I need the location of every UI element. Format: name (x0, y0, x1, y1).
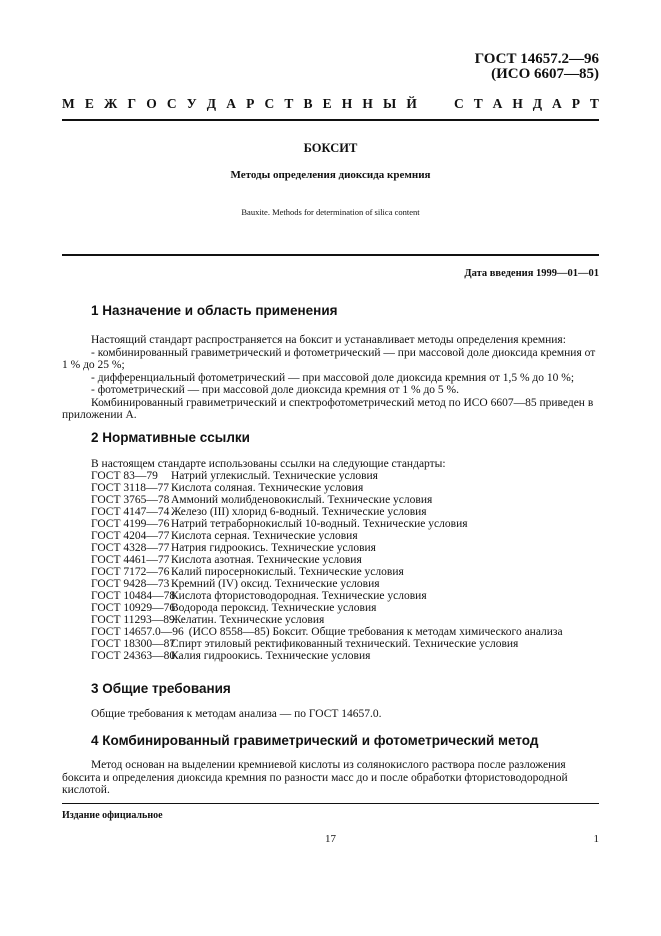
effective-date: Дата введения 1999—01—01 (464, 268, 599, 279)
reference-code: ГОСТ 4328—77 (91, 542, 170, 554)
section-4-text: Метод основан на выделении кремниевой кислоты из солянокислого раствора после разложения боксита и определения диоксида кремния по разности масс до и после обработки фтористоводородной кислотой. (62, 759, 568, 796)
banner-letter: В (303, 96, 313, 111)
reference-row (91, 518, 599, 530)
reference-code: ГОСТ 3118—77 (91, 482, 169, 494)
banner-letter: Т (284, 96, 294, 111)
references-list (91, 458, 599, 662)
section-1-line: Настоящий стандарт распространяется на боксит и устанавливает методы определения кремния: (91, 334, 566, 346)
reference-title: Водорода пероксид. Технические условия (171, 602, 377, 614)
banner-letter: А (492, 96, 503, 111)
reference-code: ГОСТ 83—79 (91, 470, 158, 482)
section-4-heading: 4 Комбинированный гравиметрический и фотометрический метод (91, 733, 539, 748)
page-number-right: 1 (593, 833, 599, 845)
reference-row (91, 482, 599, 494)
banner-letter: А (226, 96, 236, 111)
reference-row (91, 506, 599, 518)
reference-title: Калия гидроокись. Технические условия (171, 650, 371, 662)
reference-row (91, 602, 599, 614)
section-4-body (62, 759, 599, 797)
banner-letter: А (552, 96, 562, 111)
section-1-line: - комбинированный гравиметрический и фотометрический — при массовой доле диоксида кремния от 1 % до 25 %; (62, 346, 596, 371)
references-intro: В настоящем стандарте использованы ссылки на следующие стандарты: (91, 458, 446, 470)
reference-code: ГОСТ 14657.0—96 (91, 626, 184, 638)
section-1-line: Комбинированный гравиметрический и спектрофотометрический метод по ИСО 6607—85 приведен в приложении А. (62, 396, 594, 421)
reference-row (91, 554, 599, 566)
reference-code: ГОСТ 10484—78 (91, 590, 176, 602)
banner-letter: Д (206, 96, 217, 111)
banner-letter: С (264, 96, 275, 111)
section-3-body (62, 708, 599, 721)
reference-row (91, 590, 599, 602)
banner-letter: Т (589, 96, 599, 111)
gost-number: ГОСТ 14657.2—96 (474, 51, 599, 67)
reference-title: Спирт этиловый ректификованный технический. Технические условия (171, 638, 519, 650)
reference-code: ГОСТ 9428—73 (91, 578, 170, 590)
banner-letter: Н (341, 96, 353, 111)
section-3-text: Общие требования к методам анализа — по ГОСТ 14657.0. (91, 708, 382, 720)
banner-letter: С (454, 96, 464, 111)
footer-divider (62, 803, 599, 804)
banner-letter: Н (512, 96, 523, 111)
title-divider (62, 254, 599, 256)
banner-letter: С (166, 96, 177, 111)
reference-title: Кислота азотная. Технические условия (171, 554, 362, 566)
section-2-heading: 2 Нормативные ссылки (91, 430, 250, 445)
reference-title: Аммоний молибденовокислый. Технические условия (171, 494, 433, 506)
reference-row (91, 542, 599, 554)
reference-title: Кислота серная. Технические условия (171, 530, 358, 542)
banner-letter: Ж (104, 96, 118, 111)
reference-code: ГОСТ 4204—77 (91, 530, 170, 542)
reference-row (91, 566, 599, 578)
english-title: Bauxite. Methods for determination of silica content (241, 207, 420, 217)
banner-letter: Т (473, 96, 483, 111)
reference-title: Натрий тетраборнокислый 10-водный. Технические условия (171, 518, 468, 530)
banner-letter: Р (571, 96, 580, 111)
reference-title: (ИСО 8558—85) Боксит. Общие требования к методам химического анализа (188, 626, 563, 638)
reference-row (91, 638, 599, 650)
reference-title: Натрий углекислый. Технические условия (171, 470, 378, 482)
banner-letter: У (186, 96, 197, 111)
banner-letter: Е (84, 96, 94, 111)
section-1-line: - дифференциальный фотометрический — при массовой доле диоксида кремния от 1,5 % до 10 %; (91, 371, 575, 384)
reference-row (91, 578, 599, 590)
banner-letter: Н (362, 96, 373, 111)
section-1-line: - фотометрический — при массовой доле диоксида кремния от 1 % до 5 %. (91, 384, 459, 396)
reference-row (91, 614, 599, 626)
banner-letter: Е (322, 96, 332, 111)
reference-row (91, 470, 599, 482)
document-code (475, 52, 599, 82)
section-1-body (62, 334, 599, 422)
banner-letter: Д (532, 96, 543, 111)
reference-code: ГОСТ 3765—78 (91, 494, 170, 506)
reference-title: Калий пиросернокислый. Технические условия (171, 566, 404, 578)
reference-title: Железо (III) хлорид 6-водный. Технические условия (171, 506, 427, 518)
reference-code: ГОСТ 10929—76 (91, 602, 176, 614)
standard-word-interstate (62, 96, 417, 112)
section-1-heading: 1 Назначение и область применения (91, 303, 338, 318)
reference-code: ГОСТ 18300—87 (91, 638, 176, 650)
reference-row (91, 650, 599, 662)
edition-label: Издание официальное (62, 810, 163, 821)
reference-code: ГОСТ 24363—80 (91, 650, 176, 662)
document-title: БОКСИТ (303, 141, 358, 155)
reference-code: ГОСТ 4147—74 (91, 506, 170, 518)
reference-row (91, 494, 599, 506)
reference-row (91, 626, 599, 638)
banner-letter: Ы (383, 96, 397, 111)
banner-letter: М (62, 96, 75, 111)
reference-title: Натрия гидроокись. Технические условия (171, 542, 376, 554)
standard-type-banner (62, 96, 599, 112)
banner-letter: О (146, 96, 157, 111)
document-subtitle: Методы определения диоксида кремния (230, 169, 431, 181)
reference-title: Желатин. Технические условия (171, 614, 325, 626)
banner-letter: Й (406, 96, 417, 111)
section-3-heading: 3 Общие требования (91, 681, 231, 696)
reference-code: ГОСТ 11293—89 (91, 614, 175, 626)
reference-code: ГОСТ 7172—76 (91, 566, 170, 578)
reference-title: Кремний (IV) оксид. Технические условия (171, 578, 380, 590)
page-number-center: 17 (325, 833, 336, 845)
iso-number: (ИСО 6607—85) (491, 66, 599, 82)
banner-letter: Р (246, 96, 255, 111)
reference-row (91, 530, 599, 542)
reference-code: ГОСТ 4199—76 (91, 518, 170, 530)
reference-code: ГОСТ 4461—77 (91, 554, 170, 566)
top-divider (62, 119, 599, 121)
banner-letter: Г (127, 96, 137, 111)
reference-title: Кислота фтористоводородная. Технические условия (171, 590, 427, 602)
reference-title: Кислота соляная. Технические условия (171, 482, 364, 494)
standard-word-standard (454, 96, 599, 112)
